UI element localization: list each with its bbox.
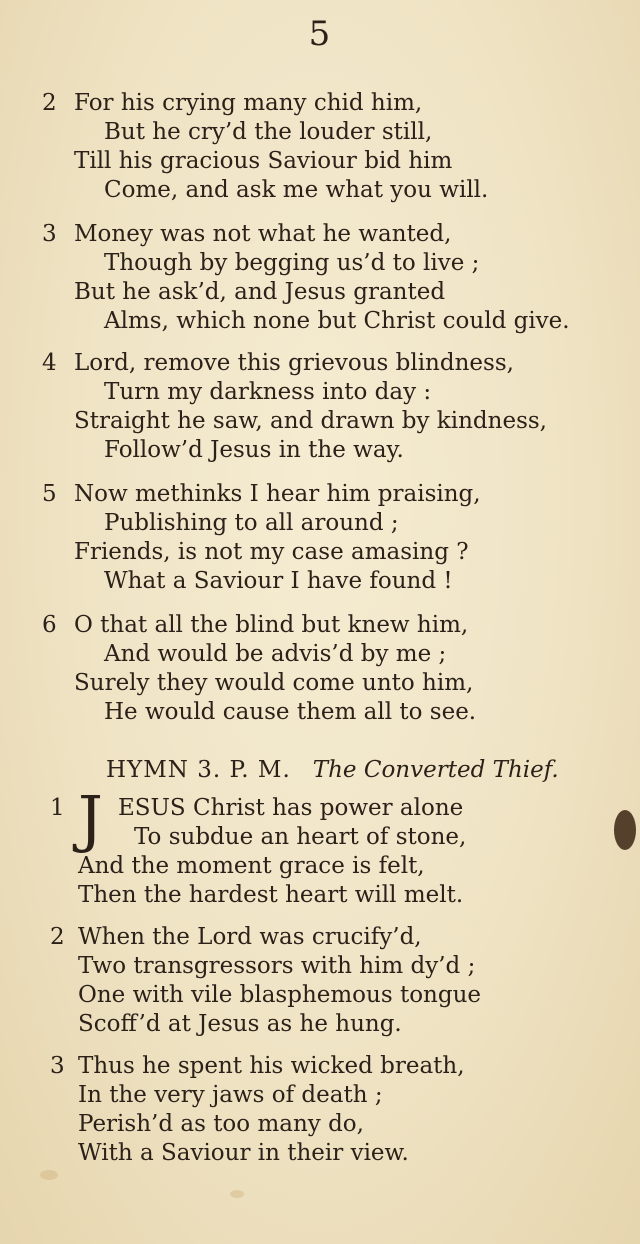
verse-line: Now methinks I hear him praising, — [74, 481, 481, 507]
hymn-subtitle: The Converted Thief. — [312, 757, 559, 783]
verse-line: Then the hardest heart will melt. — [78, 882, 464, 908]
stanza-number: 3 — [42, 221, 57, 247]
stanza-number: 6 — [42, 612, 57, 638]
verse-line: Thus he spent his wicked breath, — [78, 1053, 465, 1079]
stanza-number: 3 — [50, 1053, 65, 1079]
verse-line: O that all the blind but knew him, — [74, 612, 469, 638]
verse-line: Two transgressors with him dy’d ; — [78, 953, 476, 979]
stanza-number: 5 — [42, 481, 57, 507]
verse-line: Publishing to all around ; — [104, 510, 399, 536]
verse-line: Alms, which none but Christ could give. — [104, 308, 570, 334]
stanza-number: 1 — [50, 795, 65, 821]
verse-line: Perish’d as too many do, — [78, 1111, 364, 1137]
verse-line: When the Lord was crucify’d, — [78, 924, 422, 950]
verse-line: Friends, is not my case amasing ? — [74, 539, 469, 565]
verse-line: Scoff’d at Jesus as he hung. — [78, 1011, 402, 1037]
verse-line: Surely they would come unto him, — [74, 670, 474, 696]
verse-line: And would be advis’d by me ; — [104, 641, 447, 667]
verse-line: In the very jaws of death ; — [78, 1082, 383, 1108]
verse-line: What a Saviour I have found ! — [104, 568, 453, 594]
hymn-heading — [106, 755, 626, 785]
paper-stain — [40, 1170, 58, 1180]
verse-line: Lord, remove this grievous blindness, — [74, 350, 514, 376]
verse-line: Come, and ask me what you will. — [104, 177, 489, 203]
verse-line: And the moment grace is felt, — [78, 853, 425, 879]
verse-line: Though by begging us’d to live ; — [104, 250, 480, 276]
ink-blot — [614, 810, 636, 850]
stanza-number: 4 — [42, 350, 57, 376]
verse-line: Turn my darkness into day : — [104, 379, 432, 405]
verse-line: But he cry’d the louder still, — [104, 119, 433, 145]
verse-line: To subdue an heart of stone, — [134, 824, 467, 850]
stanza-number: 2 — [42, 90, 57, 116]
verse-line: With a Saviour in their view. — [78, 1140, 409, 1166]
verse-line: Till his gracious Saviour bid him — [74, 148, 453, 174]
verse-line: One with vile blasphemous tongue — [78, 982, 482, 1008]
verse-line: For his crying many chid him, — [74, 90, 423, 116]
hymn-title: HYMN 3. P. M. — [106, 757, 291, 783]
verse-line: Money was not what he wanted, — [74, 221, 452, 247]
verse-line: ESUS Christ has power alone — [118, 795, 464, 821]
page-number: 5 — [308, 14, 332, 54]
verse-line: Follow’d Jesus in the way. — [104, 437, 404, 463]
verse-line: Straight he saw, and drawn by kindness, — [74, 408, 547, 434]
stanza-number: 2 — [50, 924, 65, 950]
verse-line: He would cause them all to see. — [104, 699, 477, 725]
paper-stain — [230, 1190, 244, 1198]
drop-cap: J — [78, 782, 103, 855]
verse-line: But he ask’d, and Jesus granted — [74, 279, 446, 305]
